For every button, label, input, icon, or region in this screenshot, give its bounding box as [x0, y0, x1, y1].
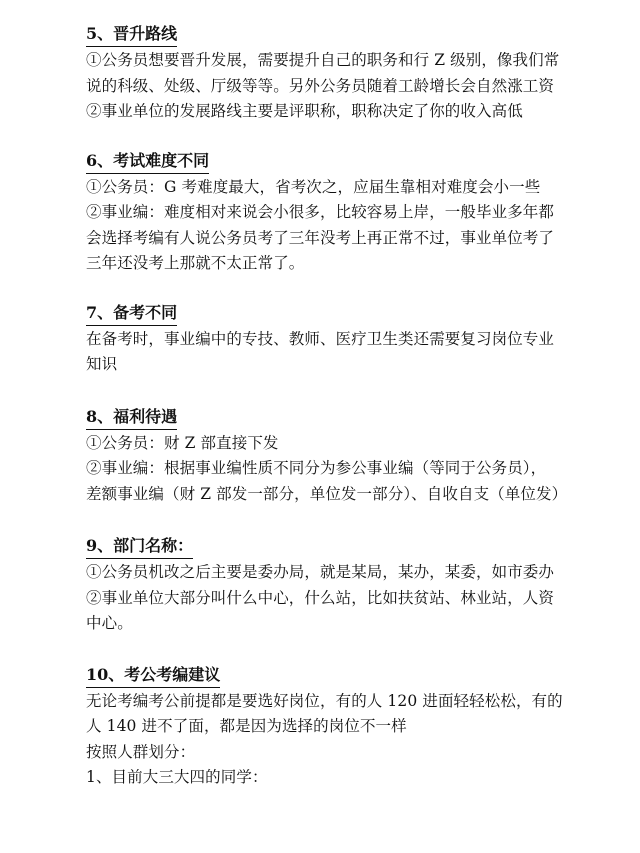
paragraph-line: 中心。 [86, 614, 133, 632]
section-heading: 5、晋升路线 [86, 22, 177, 47]
section-heading: 6、考试难度不同 [86, 149, 209, 174]
section-exam-preparation [86, 301, 610, 378]
paragraph-line: 在备考时，事业编中的专技、教师、医疗卫生类还需要复习岗位专业 [86, 329, 555, 348]
paragraph-line: ①公务员想要晋升发展，需要提升自己的职务和行 Z 级别，像我们常 [86, 51, 560, 69]
paragraph-line: ②事业单位的发展路线主要是评职称，职称决定了你的收入高低 [86, 102, 523, 120]
section-exam-advice [86, 663, 610, 791]
paragraph-line: ①公务员：G 考难度最大，省考次之，应届生靠相对难度会小一些 [86, 177, 541, 196]
paragraph-line: 差额事业编（财 Z 部发一部分，单位发一部分）、自收自支（单位发） [86, 484, 568, 503]
section-benefits [86, 405, 610, 508]
paragraph-line: ①公务员：财 Z 部直接下发 [86, 433, 279, 452]
paragraph-line: 三年还没考上那就不太正常了。 [86, 254, 305, 272]
paragraph-line: 1、目前大三大四的同学： [86, 768, 268, 786]
paragraph-line: ②事业编：根据事业编性质不同分为参公事业编（等同于公务员）， [86, 459, 547, 477]
section-promotion-path [86, 22, 610, 125]
paragraph-line: 知识 [86, 355, 118, 373]
paragraph-line: 会选择考编有人说公务员考了三年没考上再正常不过，事业单位考了 [86, 228, 555, 247]
section-department-names [86, 534, 610, 637]
paragraph-line: 人 140 进不了面，都是因为选择的岗位不一样 [86, 717, 407, 735]
paragraph-line: ②事业单位大部分叫什么中心，什么站，比如扶贫站、林业站，人资 [86, 588, 555, 607]
paragraph-line: 无论考编考公前提都是要选好岗位，有的人 120 进面轻轻松松，有的 [86, 691, 563, 710]
paragraph-line: ①公务员机改之后主要是委办局，就是某局，某办，某委，如市委办 [86, 563, 555, 581]
section-heading: 10、考公考编建议 [86, 663, 220, 688]
paragraph-line: ②事业编：难度相对来说会小很多，比较容易上岸，一般毕业多年都 [86, 203, 555, 221]
section-heading: 8、福利待遇 [86, 405, 177, 430]
section-heading: 9、部门名称： [86, 534, 193, 559]
section-heading: 7、备考不同 [86, 301, 177, 326]
paragraph-line: 说的科级、处级、厅级等等。另外公务员随着工龄增长会自然涨工资 [86, 76, 555, 95]
paragraph-line: 按照人群划分： [86, 742, 196, 761]
section-exam-difficulty [86, 149, 610, 277]
